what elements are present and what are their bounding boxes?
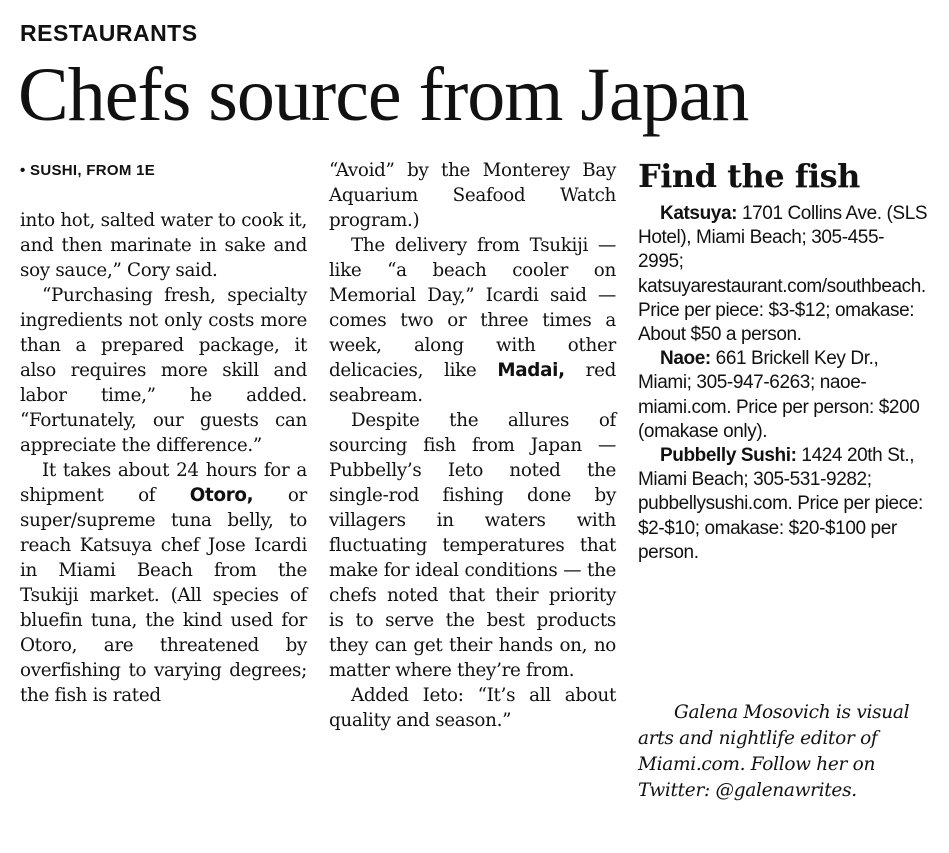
section-label: RESTAURANTS bbox=[20, 20, 198, 46]
paragraph: The delivery from Tsukiji — like “a beach cooler on Memorial Day,” Icardi said — comes two or three times a week, along with other delicacies, like Madai, red seabream. bbox=[329, 235, 617, 406]
paragraph: It takes about 24 hours for a shipment of Otoro, or super/supreme tuna belly, to reach Katsuya chef Jose Icardi in Miami Beach from the Tsukiji market. (All species of bluefin tuna, the kind used for Otoro, are threatened by overfishing to varying degrees; the fish is rated bbox=[20, 460, 307, 706]
article-column-2 bbox=[329, 158, 616, 733]
sidebar-title: Find the fish bbox=[638, 157, 860, 195]
restaurant-entry: Pubbelly Sushi: 1424 20th St., Miami Beach; 305-531-9282; pubbellysushi.com. Price per piece: $2-$10; omakase: $20-$100 per person. bbox=[638, 445, 923, 563]
paragraph: Added Ieto: “It’s all about quality and season.” bbox=[329, 685, 616, 731]
paragraph: Despite the allures of sourcing fish from Japan — Pubbelly’s Ieto noted the single-rod fishing done by villagers in waters with fluctuating temperatures that make for ideal conditions — the chefs noted that their priority is to serve the best products they can get their hands on, no matter where they’re from. bbox=[329, 410, 616, 681]
paragraph: into hot, salted water to cook it, and then marinate in sake and soy sauce,” Cory said. bbox=[20, 210, 307, 281]
bio-text: Galena Mosovich is visual arts and nightlife editor of Miami.com. Follow her on Twitter: @galenawrites. bbox=[638, 702, 910, 801]
bold-term: Madai, bbox=[497, 360, 565, 381]
bold-term: Otoro, bbox=[189, 485, 254, 506]
paragraph: “Avoid” by the Monterey Bay Aquarium Seafood Watch program.) bbox=[329, 160, 616, 231]
restaurant-entry: Katsuya: 1701 Collins Ave. (SLS Hotel), Miami Beach; 305-455-2995; katsuyarestaurant.com/southbeach. Price per piece: $3-$12; omakase: About $50 a person. bbox=[638, 203, 928, 346]
restaurant-entry: Naoe: 661 Brickell Key Dr., Miami; 305-947-6263; naoe-miami.com. Price per person: $200 (omakase only). bbox=[638, 348, 920, 442]
author-bio bbox=[638, 700, 928, 804]
article-column-1 bbox=[20, 158, 307, 708]
sidebar-box bbox=[638, 158, 928, 565]
headline: Chefs source from Japan bbox=[18, 53, 749, 137]
paragraph: “Purchasing fresh, specialty ingredients not only costs more than a prepared package, it also requires more skill and labor time,” he added. “Fortunately, our guests can appreciate the difference.” bbox=[20, 285, 307, 456]
jump-line: • SUSHI, FROM 1E bbox=[20, 162, 156, 179]
